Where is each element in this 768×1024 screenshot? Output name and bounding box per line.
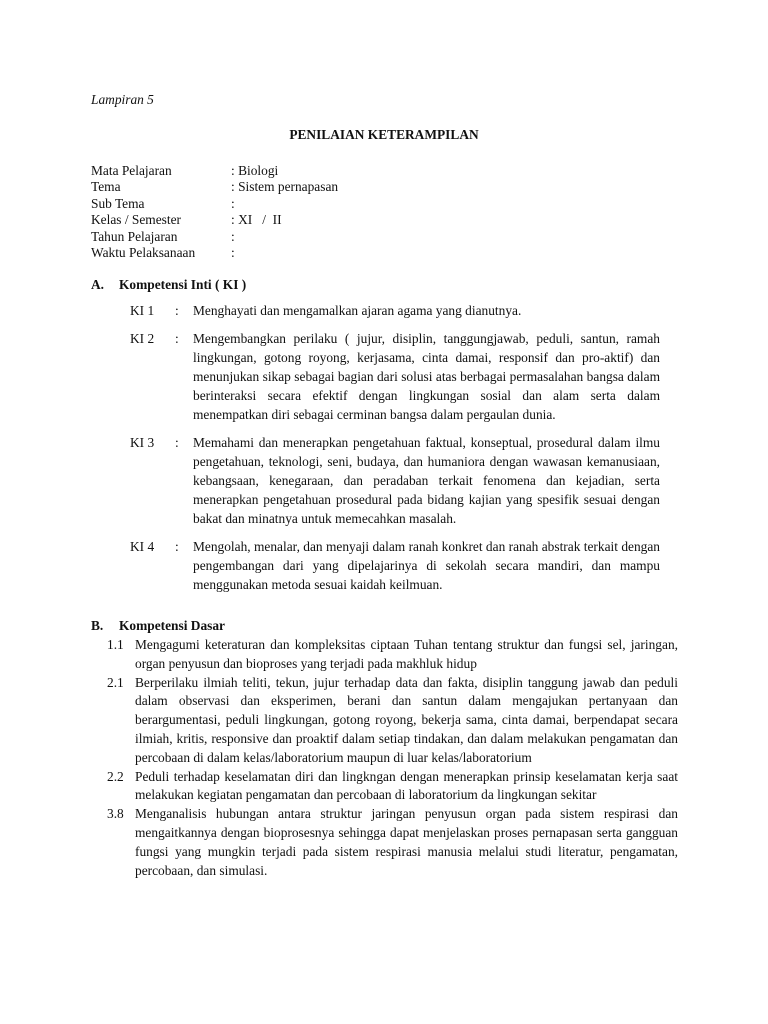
meta-label: Mata Pelajaran bbox=[91, 163, 172, 178]
meta-label: Sub Tema bbox=[91, 195, 145, 211]
ki-text: Memahami dan menerapkan pengetahuan faktual, konseptual, prosedural dalam ilmu pengetahuan, teknologi, seni, budaya, dan humaniora dengan wawasan kemanusiaan, kebangsaan, kenegaraan, dan peradaban terkait fenomena dan kejadian, serta menerapkan pengetahuan prosedural pada bidang kajian yang spesifik sesuai dengan bakat dan minatnya untuk memecahkan masalah. bbox=[193, 435, 660, 526]
section-b-heading bbox=[91, 618, 225, 634]
meta-row bbox=[91, 229, 691, 245]
ki-list bbox=[130, 301, 660, 603]
kd-text: Mengagumi keteraturan dan kompleksitas ciptaan Tuhan tentang struktur dan fungsi sel, jaringan, organ penyusun dan bioproses yang terjadi pada makhluk hidup bbox=[135, 637, 678, 671]
ki-code: KI 3 bbox=[130, 435, 155, 450]
meta-value: : XI / II bbox=[231, 212, 282, 228]
section-letter: A. bbox=[91, 277, 105, 292]
metadata-block bbox=[91, 163, 691, 261]
meta-row bbox=[91, 163, 691, 179]
list-item bbox=[130, 537, 660, 594]
ki-colon: : bbox=[175, 435, 179, 450]
meta-row bbox=[91, 179, 691, 195]
list-item bbox=[130, 329, 660, 424]
meta-value: : Sistem pernapasan bbox=[231, 179, 339, 195]
kd-code: 1.1 bbox=[107, 637, 124, 652]
ki-text: Mengembangkan perilaku ( jujur, disiplin, tanggungjawab, peduli, santun, ramah lingkungan, gotong royong, kerjasama, cinta damai, responsif dan pro-aktif) dan menunjukan sikap sebagai bagian dari solusi atas berbagai permasalahan bangsa dalam berinteraksi secara efektif dengan lingkungan sosial dan alam serta dalam menempatkan diri sebagai cerminan bangsa dalam pergaulan dunia. bbox=[193, 331, 660, 422]
meta-label: Waktu Pelaksanaan bbox=[91, 244, 196, 260]
meta-row bbox=[91, 212, 691, 228]
section-title: Kompetensi Inti ( KI ) bbox=[119, 277, 247, 292]
meta-label: Tema bbox=[91, 179, 121, 195]
kd-text: Peduli terhadap keselamatan diri dan lingkngan dengan menerapkan prinsip keselamatan kerja saat melakukan kegiatan pengamatan dan percobaan di laboratorium da lingkungan sekitar bbox=[135, 768, 678, 803]
kd-list bbox=[107, 636, 678, 880]
document-title: PENILAIAN KETERAMPILAN bbox=[289, 127, 479, 142]
list-item bbox=[130, 433, 660, 528]
meta-row bbox=[91, 196, 691, 212]
kd-text: Menganalisis hubungan antara struktur jaringan penyusun organ pada sistem respirasi dan mengaitkannya dengan bioprosesnya sehingga dapat menjelaskan proses pernapasan serta gangguan fungsi yang mungkin terjadi pada sistem respirasi manusia melalui studi literatur, pengamatan, percobaan, dan simulasi. bbox=[135, 806, 678, 878]
section-a-heading bbox=[91, 277, 246, 293]
section-title: Kompetensi Dasar bbox=[119, 618, 226, 633]
ki-text: Mengolah, menalar, dan menyaji dalam ranah konkret dan ranah abstrak terkait dengan pengembangan dari yang dipelajarinya di sekolah secara mandiri, dan mampu menggunakan metoda sesuai kaidah keilmuan. bbox=[193, 539, 660, 592]
ki-colon: : bbox=[175, 303, 179, 318]
meta-value: : Biologi bbox=[231, 163, 279, 178]
meta-label: Kelas / Semester bbox=[91, 212, 181, 228]
appendix-label: Lampiran 5 bbox=[91, 92, 154, 107]
meta-row bbox=[91, 245, 691, 261]
ki-code: KI 1 bbox=[130, 303, 155, 318]
ki-colon: : bbox=[175, 539, 179, 554]
meta-value: : bbox=[231, 228, 235, 244]
ki-code: KI 2 bbox=[130, 331, 155, 346]
list-item bbox=[107, 674, 678, 768]
list-item bbox=[107, 636, 678, 674]
section-letter: B. bbox=[91, 618, 104, 633]
list-item bbox=[107, 768, 678, 806]
ki-text: Menghayati dan mengamalkan ajaran agama yang dianutnya. bbox=[193, 303, 522, 318]
ki-code: KI 4 bbox=[130, 539, 155, 554]
list-item bbox=[107, 805, 678, 880]
kd-code: 2.2 bbox=[107, 768, 124, 784]
meta-value: : bbox=[231, 244, 235, 260]
meta-label: Tahun Pelajaran bbox=[91, 228, 178, 244]
ki-colon: : bbox=[175, 331, 179, 346]
list-item bbox=[130, 301, 660, 320]
kd-code: 3.8 bbox=[107, 806, 124, 822]
kd-code: 2.1 bbox=[107, 674, 124, 690]
kd-text: Berperilaku ilmiah teliti, tekun, jujur terhadap data dan fakta, disiplin tanggung jawab dan peduli dalam observasi dan eksperimen, berani dan santun dalam mengajukan pertanyaan dan berargumentasi, peduli lingkungan, gotong royong, bekerja sama, cinta damai, berpendapat secara ilmiah, kritis, responsive dan proaktif dalam setiap tindakan, dan dalam melakukan pengamatan dan percobaan di dalam kelas/laboratorium maupun di luar kelas/laboratorium bbox=[135, 674, 678, 765]
meta-value: : bbox=[231, 195, 235, 211]
